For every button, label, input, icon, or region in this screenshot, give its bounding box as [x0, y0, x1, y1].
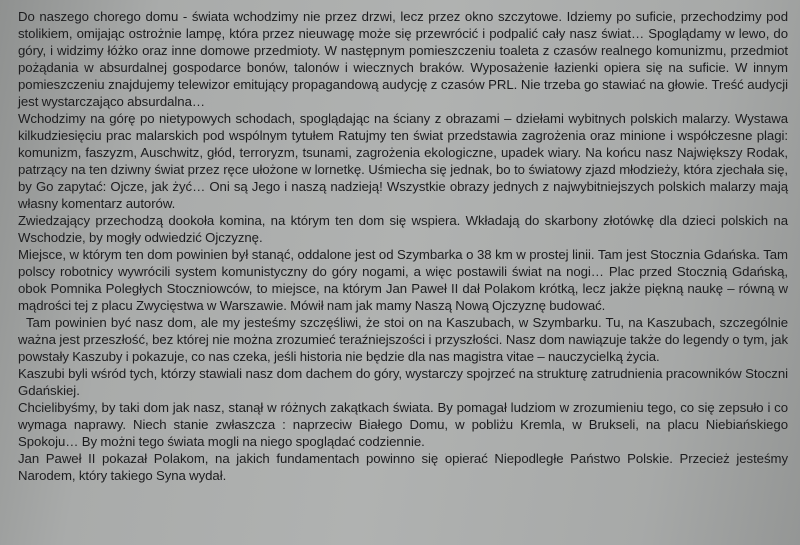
paragraph-houses-worldwide: Chcielibyśmy, by taki dom jak nasz, stanął w różnych zakątkach świata. By pomagał ludziom w zrozumieniu tego, co się zepsuło i co wymaga naprawy. Niech stanie zwłaszcza : naprzeciw Białego Domu, w pobliżu Kremla, w Brukseli, na placu Niebiańskiego Spokoju… By możni tego świata mogli na niego spoglądać codziennie.: [18, 400, 788, 449]
paragraph-john-paul-ii: Jan Paweł II pokazał Polakom, na jakich fundamentach powinno się opierać Niepodległe Państwo Polskie. Przecież jesteśmy Narodem, który takiego Syna wydał.: [18, 451, 788, 483]
paragraph-paintings-exhibition: Wchodzimy na górę po nietypowych schodach, spoglądając na ściany z obrazami – dziełami wybitnych polskich malarzy. Wystawa kilkudziesięciu prac malarskich pod wspólnym tytułem Ratujmy ten świat przedstawia zagrożenia oraz minione i współczesne plagi: komunizm, faszyzm, Auschwitz, głód, terroryzm, tsunami, zagrożenia ekologiczne, upadek wiary. Na końcu nasz Największy Rodak, patrzący na ten dziwny świat przez ręce ułożone w lornetkę. Uśmiecha się jednak, bo to światowy zjazd młodzieży, która zjechała się, by Go zapytać: Ojcze, jak żyć… Oni są Jego i naszą nadzieją! Wszystkie obrazy jednych z najwybitniejszych polskich malarzy mają własny komentarz autorów.: [18, 111, 788, 211]
paragraph-gdansk-shipyard: Miejsce, w którym ten dom powinien był stanąć, oddalone jest od Szymbarka o 38 km w prostej linii. Tam jest Stocznia Gdańska. Tam polscy robotnicy wywrócili system komunistyczny do góry nogami, a więc postawili świat na nogi… Plac przed Stocznią Gdańską, obok Pomnika Poległych Stoczniowców, to miejsce, na którym Jan Paweł II dał Polakom krótką, lecz jakże piękną naukę – równą w mądrości tej z placu Zwycięstwa w Warszawie. Mówił nam jak mamy Naszą Nową Ojczyznę budować.: [18, 247, 788, 313]
paragraph-kashubian-workers: Kaszubi byli wśród tych, którzy stawiali nasz dom dachem do góry, wystarczy spojrzeć na strukturę zatrudnienia pracowników Stoczni Gdańskiej.: [18, 366, 788, 398]
paragraph-kashubia: Tam powinien być nasz dom, ale my jesteśmy szczęśliwi, że stoi on na Kaszubach, w Szymbarku. Tu, na Kaszubach, szczególnie ważna jest przeszłość, bez której nie można zrozumieć teraźniejszości i przyszłości. Nasz dom nawiązuje także do legendy o tym, jak powstały Kaszuby i pokazuje, co nas czeka, jeśli historia nie będzie dla nas magistra vitae – nauczycielką życia.: [18, 315, 788, 364]
paragraph-upside-down-entry: Do naszego chorego domu - świata wchodzimy nie przez drzwi, lecz przez okno szczytowe. Idziemy po suficie, przechodzimy pod stolikiem, omijając ostrożnie lampę, która przez nieuwagę może się przewrócić i podpalić cały nasz świat… Spoglądamy w lewo, do góry, i widzimy łóżko oraz inne domowe przedmioty. W następnym pomieszczeniu toaleta z czasów realnego komunizmu, przedmiot pożądania w absurdalnej gospodarce bonów, talonów i wiecznych braków. Wyposażenie łazienki opiera się na suficie. W innym pomieszczeniu znajdujemy telewizor emitujący propagandową audycję z czasów PRL. Nie trzeba go stawiać na głowie. Treść audycji jest wystarczająco absurdalna…: [18, 9, 788, 109]
paragraph-chimney-donation: Zwiedzający przechodzą dookoła komina, na którym ten dom się wspiera. Wkładają do skarbony złotówkę dla dzieci polskich na Wschodzie, by mogły odwiedzić Ojczyznę.: [18, 213, 788, 245]
